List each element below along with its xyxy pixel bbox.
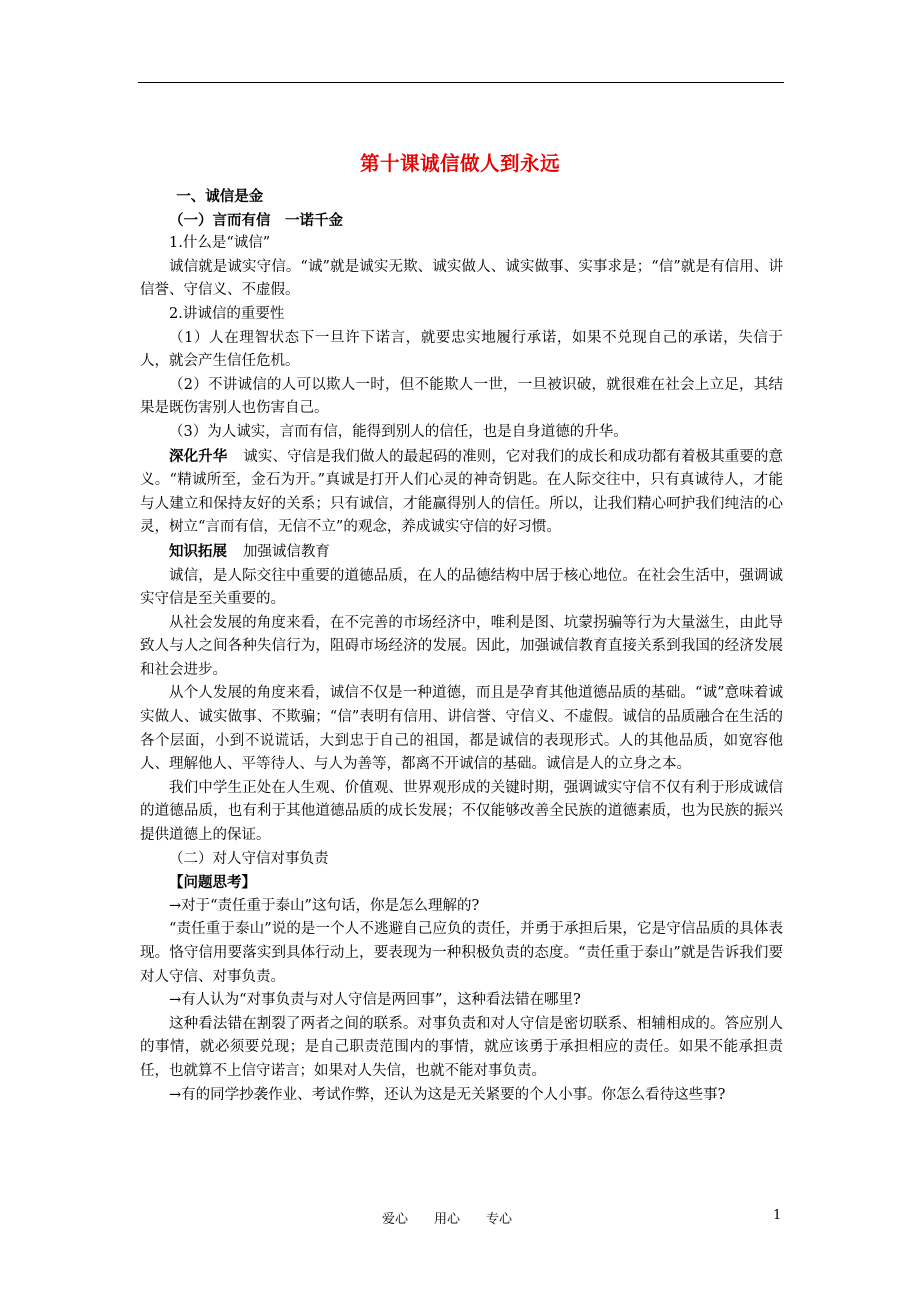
subsection-heading: （二）对人守信对事负责 bbox=[169, 850, 329, 867]
paragraph: （2）不讲诚信的人可以欺人一时，但不能欺人一世，一旦被识破，就很难在社会上立足，其结果是既伤害别人也伤害自己。 bbox=[140, 376, 783, 417]
deepen-label: 深化升华 bbox=[169, 447, 228, 465]
paragraph: （3）为人诚实，言而有信，能得到别人的信任，也是自身道德的升华。 bbox=[169, 423, 628, 440]
paragraph: 从社会发展的角度来看，在不完善的市场经济中，唯利是图、坑蒙拐骗等行为大量滋生，由此导致人与人之间各种失信行为，阻碍市场经济的发展。因此，加强诚信教育直接关系到我国的经济发展和社会进步。 bbox=[140, 614, 783, 678]
question-heading: 1.什么是“诚信” bbox=[169, 235, 271, 252]
paragraph: 诚信就是诚实守信。“诚”就是诚实无欺、诚实做人、诚实做事、实事求是；“信”就是有信用、讲信誉、守信义、不虚假。 bbox=[140, 258, 783, 299]
deepen-paragraph bbox=[140, 445, 783, 540]
extend-label: 知识拓展 bbox=[169, 542, 227, 560]
question: →有人认为“对事负责与对人守信是两回事”，这种看法错在哪里? bbox=[169, 992, 581, 1009]
answer: “责任重于泰山”说的是一个人不逃避自己应负的责任，并勇于承担后果，它是守信品质的具体表现。恪守信用要落实到具体行动上，要表现为一种积极负责的态度。“责任重于泰山”就是告诉我们要对人守信、对事负责。 bbox=[140, 921, 783, 985]
paragraph: 诚信，是人际交往中重要的道德品质，在人的品德结构中居于核心地位。在社会生活中，强调诚实守信是至关重要的。 bbox=[140, 567, 783, 608]
page-number: 1 bbox=[773, 1208, 782, 1223]
paragraph: 我们中学生正处在人生观、价值观、世界观形成的关键时期，强调诚实守信不仅有利于形成诚信的道德品质，也有利于其他道德品质的成长发展；不仅能够改善全民族的道德素质，也为民族的振兴提供道德上的保证。 bbox=[140, 779, 783, 844]
paragraph: （1）人在理智状态下一旦许下诺言，就要忠实地履行承诺，如果不兑现自己的承诺，失信于人，就会产生信任危机。 bbox=[140, 329, 783, 370]
extend-title: 加强诚信教育 bbox=[242, 543, 330, 560]
question-heading: 2.讲诚信的重要性 bbox=[169, 305, 285, 322]
answer: 这种看法错在割裂了两者之间的联系。对事负责和对人守信是密切联系、相辅相成的。答应别人的事情，就必须要兑现；是自己职责范围内的事情，就应该勇于承担相应的责任。如果不能承担责任，也就算不上信守诺言；如果对人失信，也就不能对事负责。 bbox=[140, 1015, 783, 1079]
question: →对于“责任重于泰山”这句话，你是怎么理解的? bbox=[169, 897, 480, 914]
paragraph: 从个人发展的角度来看，诚信不仅是一种道德，而且是孕育其他道德品质的基础。“诚”意味着诚实做人、诚实做事、不欺骗；“信”表明有信用、讲信誉、守信义、不虚假。诚信的品质融合在生活的各个层面，小到不说谎话，大到忠于自己的祖国，都是诚信的表现形式。人的其他品质，如宽容他人、理解他人、平等待人、与人为善等，都离不开诚信的基础。诚信是人的立身之本。 bbox=[140, 685, 783, 773]
subsection-heading: （一）言而有信 一诺千金 bbox=[169, 211, 343, 229]
extend-heading bbox=[140, 540, 783, 565]
header-rule bbox=[138, 82, 784, 83]
document-body bbox=[140, 185, 783, 1107]
page-footer bbox=[0, 1208, 920, 1228]
question: →有的同学抄袭作业、考试作弊，还认为这是无关紧要的个人小事。你怎么看待这些事? bbox=[169, 1086, 726, 1103]
footer-motto: 爱心 用心 专心 bbox=[382, 1212, 513, 1227]
section-heading: 一、诚信是金 bbox=[176, 188, 264, 205]
deepen-text: 诚实、守信是我们做人的最起码的准则，它对我们的成长和成功都有着极其重要的意义。“精诚所至，金石为开。”真诚是打开人们心灵的神奇钥匙。在人际交往中，只有真诚待人，才能与人建立和保持友好的关系；只有诚信，才能赢得别人的信任。所以，让我们精心呵护我们纯洁的心灵，树立“言而有信，无信不立”的观念，养成诚实守信的好习惯。 bbox=[140, 448, 783, 536]
thinking-heading: 【问题思考】 bbox=[169, 874, 256, 892]
document-title: 第十课诚信做人到永远 bbox=[359, 152, 560, 175]
